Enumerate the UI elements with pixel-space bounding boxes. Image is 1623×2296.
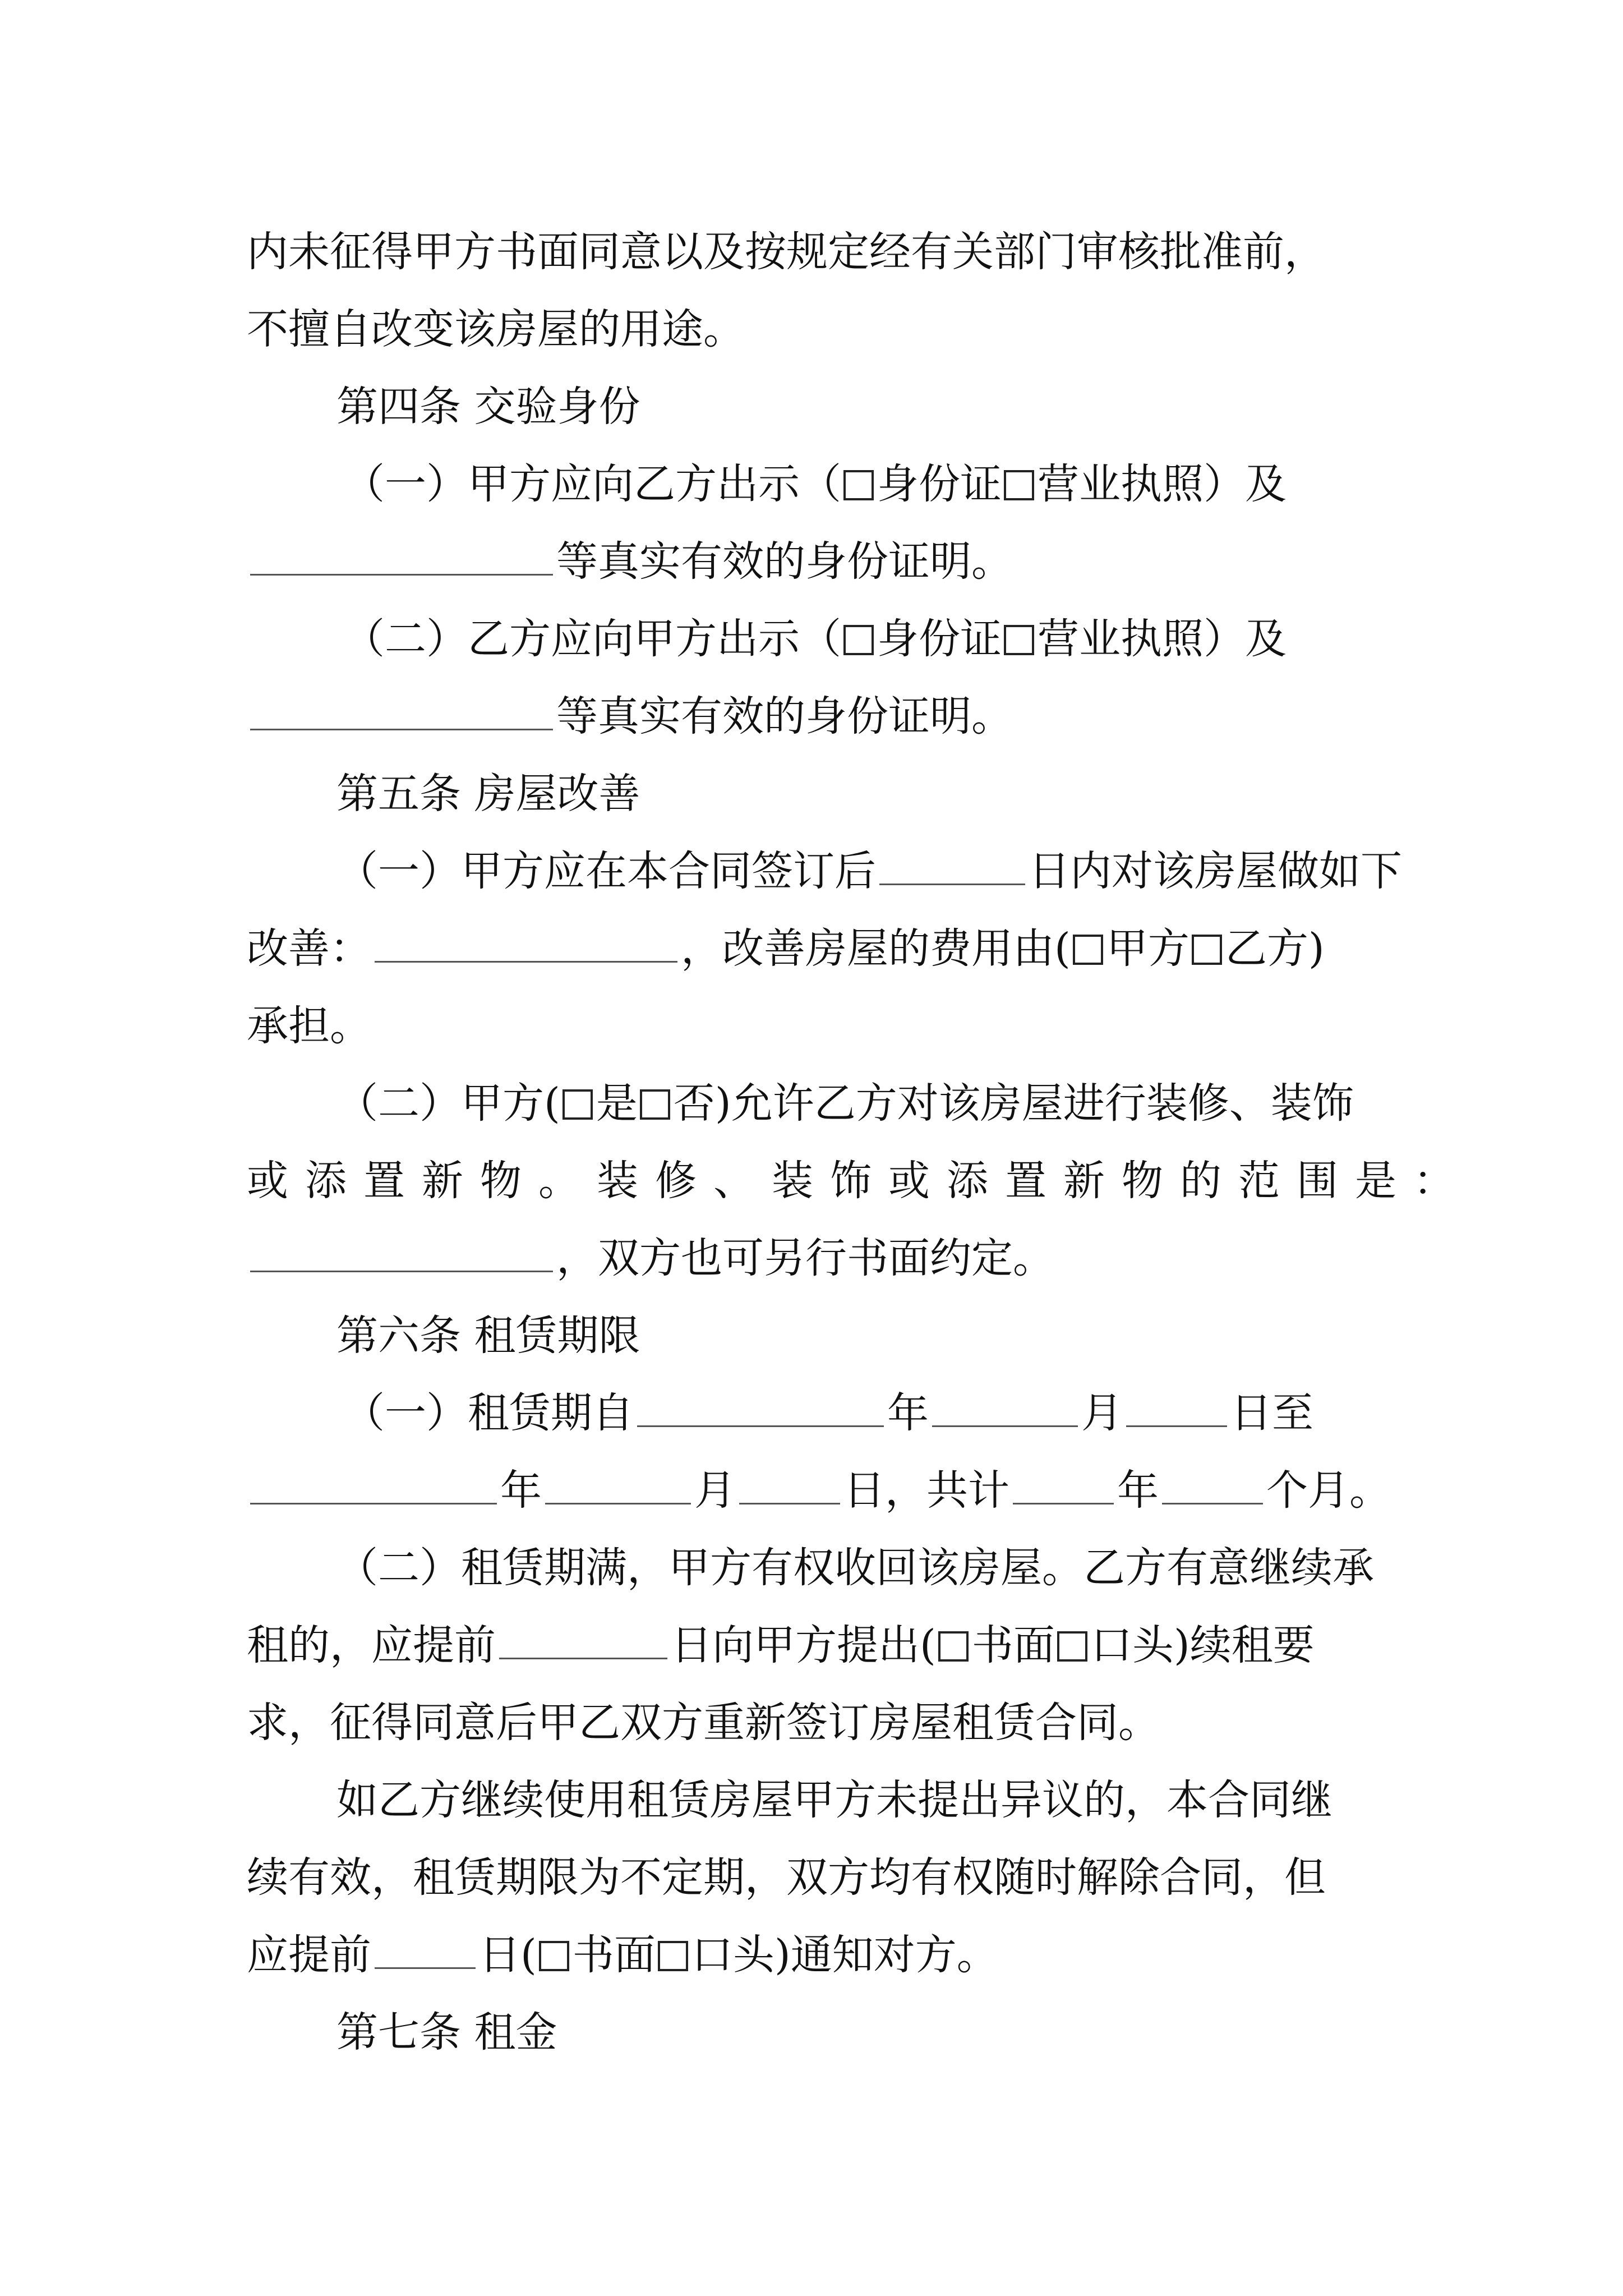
- blank-total-months[interactable]: [1162, 1466, 1263, 1504]
- article-5-clause-1-cont: [247, 910, 1380, 987]
- article-6-clause-1: [247, 1374, 1380, 1452]
- blank-days[interactable]: [879, 846, 1025, 885]
- checkbox-party-a[interactable]: [1073, 935, 1103, 965]
- text: 日至: [1230, 1389, 1313, 1437]
- article-6-title: [247, 1297, 1380, 1374]
- checkbox-written[interactable]: [938, 1631, 969, 1662]
- article-4-clause-1: [247, 445, 1380, 523]
- text: )允许乙方对该房屋进行装修、装饰: [714, 1079, 1354, 1128]
- text: 年: [500, 1466, 542, 1515]
- text: 月: [694, 1466, 736, 1515]
- heading: 第六条 租赁期限: [336, 1312, 640, 1360]
- article-4-clause-1-cont: [247, 523, 1380, 600]
- heading: 第五条 房屋改善: [336, 770, 640, 818]
- blank-scope[interactable]: [250, 1234, 553, 1272]
- article-6-clause-2-end: [247, 1684, 1380, 1761]
- text: 年: [1117, 1466, 1159, 1515]
- article-6-clause-3: [247, 1761, 1380, 1839]
- article-5-clause-2-cont: [247, 1142, 1472, 1220]
- article-5-title: [247, 755, 1380, 832]
- text: 日，共计: [843, 1466, 1009, 1515]
- checkbox-party-b[interactable]: [1192, 935, 1222, 965]
- text: 日(: [479, 1931, 537, 1979]
- article-4-clause-2: [247, 600, 1380, 678]
- option-label: 身份证: [877, 460, 1002, 508]
- checkbox-written[interactable]: [539, 1941, 569, 1971]
- blank-end-year[interactable]: [250, 1466, 497, 1504]
- article-5-clause-1-end: [247, 987, 1380, 1065]
- text: ): [1308, 924, 1325, 973]
- blank-field[interactable]: [250, 537, 553, 576]
- heading: 第七条 租金: [336, 2008, 557, 2056]
- option-label: 是: [596, 1079, 638, 1128]
- blank-field[interactable]: [250, 692, 553, 730]
- text: （二）乙方应向甲方出示（: [343, 615, 841, 663]
- text: 承担。: [247, 1002, 371, 1050]
- text: 个月。: [1266, 1466, 1391, 1515]
- option-label: 书面: [572, 1931, 656, 1979]
- text: （一）甲方应向乙方出示（: [343, 460, 841, 508]
- checkbox-yes[interactable]: [562, 1089, 593, 1120]
- text: 等真实有效的身份证明。: [556, 692, 1013, 740]
- blank-notice-days[interactable]: [499, 1621, 667, 1659]
- text: ）及: [1204, 460, 1287, 508]
- option-label: 口头: [1090, 1621, 1174, 1669]
- article-5-clause-1: [247, 832, 1402, 910]
- checkbox-id-card[interactable]: [843, 470, 874, 500]
- article-5-clause-2: [247, 1065, 1380, 1142]
- article-6-clause-2-cont: [247, 1607, 1380, 1684]
- checkbox-business-license[interactable]: [1004, 470, 1034, 500]
- blank-total-years[interactable]: [1013, 1466, 1114, 1504]
- text: 年: [887, 1389, 929, 1437]
- blank-end-month[interactable]: [545, 1466, 691, 1504]
- text: )通知对方。: [774, 1931, 998, 1979]
- checkbox-id-card[interactable]: [843, 625, 874, 655]
- text: 日向甲方提出(: [671, 1621, 936, 1669]
- option-label: 否: [673, 1079, 715, 1128]
- contract-page: [247, 213, 1472, 2071]
- text: （一）甲方应在本合同签订后: [336, 847, 876, 895]
- article-6-clause-3-cont: [247, 1839, 1380, 1916]
- text: 不擅自改变该房屋的用途。: [247, 305, 745, 353]
- option-label: 身份证: [877, 615, 1002, 663]
- text: ，双方也可另行书面约定。: [556, 1234, 1054, 1282]
- text: ）及: [1204, 615, 1287, 663]
- checkbox-business-license[interactable]: [1004, 625, 1034, 655]
- paragraph-line: [247, 213, 1380, 291]
- text: )续租要: [1173, 1621, 1315, 1669]
- article-6-clause-2: [247, 1529, 1380, 1607]
- checkbox-no[interactable]: [640, 1089, 670, 1120]
- option-label: 甲方: [1106, 924, 1189, 973]
- text: 应提前: [247, 1931, 371, 1979]
- text: 等真实有效的身份证明。: [556, 537, 1013, 586]
- article-7-title: [247, 1994, 1380, 2071]
- text: 月: [1081, 1389, 1123, 1437]
- text: 或添置新物。装修、装饰或添置新物的范围是：: [247, 1157, 1472, 1205]
- checkbox-oral[interactable]: [658, 1941, 688, 1971]
- blank-start-year[interactable]: [637, 1388, 884, 1427]
- blank-termination-days[interactable]: [375, 1930, 476, 1969]
- text: （二）租赁期满，甲方有权收回该房屋。乙方有意继续承: [336, 1544, 1374, 1592]
- paragraph-line: [247, 291, 1380, 368]
- text: 改善：: [247, 924, 371, 973]
- blank-end-day[interactable]: [739, 1466, 840, 1504]
- heading: 第四条 交验身份: [336, 383, 640, 431]
- text: （一）租赁期自: [343, 1389, 634, 1437]
- article-4-clause-2-cont: [247, 678, 1380, 755]
- option-label: 书面: [971, 1621, 1055, 1669]
- option-label: 口头: [691, 1931, 774, 1979]
- option-label: 营业执照: [1038, 460, 1204, 508]
- blank-start-day[interactable]: [1126, 1388, 1227, 1427]
- article-4-title: [247, 368, 1380, 445]
- text: ，改善房屋的费用由(: [681, 924, 1071, 973]
- option-label: 营业执照: [1038, 615, 1204, 663]
- text: 如乙方继续使用租赁房屋甲方未提出异议的，本合同继: [336, 1776, 1332, 1824]
- blank-improvement[interactable]: [375, 924, 677, 963]
- article-5-clause-2-end: [247, 1220, 1380, 1297]
- option-label: 乙方: [1225, 924, 1308, 973]
- text: 内未征得甲方书面同意以及按规定经有关部门审核批准前，: [247, 228, 1326, 276]
- text: （二）甲方(: [336, 1079, 560, 1128]
- text: 求，征得同意后甲乙双方重新签订房屋租赁合同。: [247, 1699, 1160, 1747]
- text: 续有效，租赁期限为不定期，双方均有权随时解除合同，但: [247, 1853, 1326, 1902]
- text: 租的，应提前: [247, 1621, 496, 1669]
- article-6-clause-3-end: [247, 1916, 1380, 1994]
- blank-start-month[interactable]: [932, 1388, 1078, 1427]
- text: 日内对该房屋做如下: [1029, 847, 1402, 895]
- article-6-clause-1-cont: [247, 1452, 1391, 1529]
- checkbox-oral[interactable]: [1057, 1631, 1087, 1662]
